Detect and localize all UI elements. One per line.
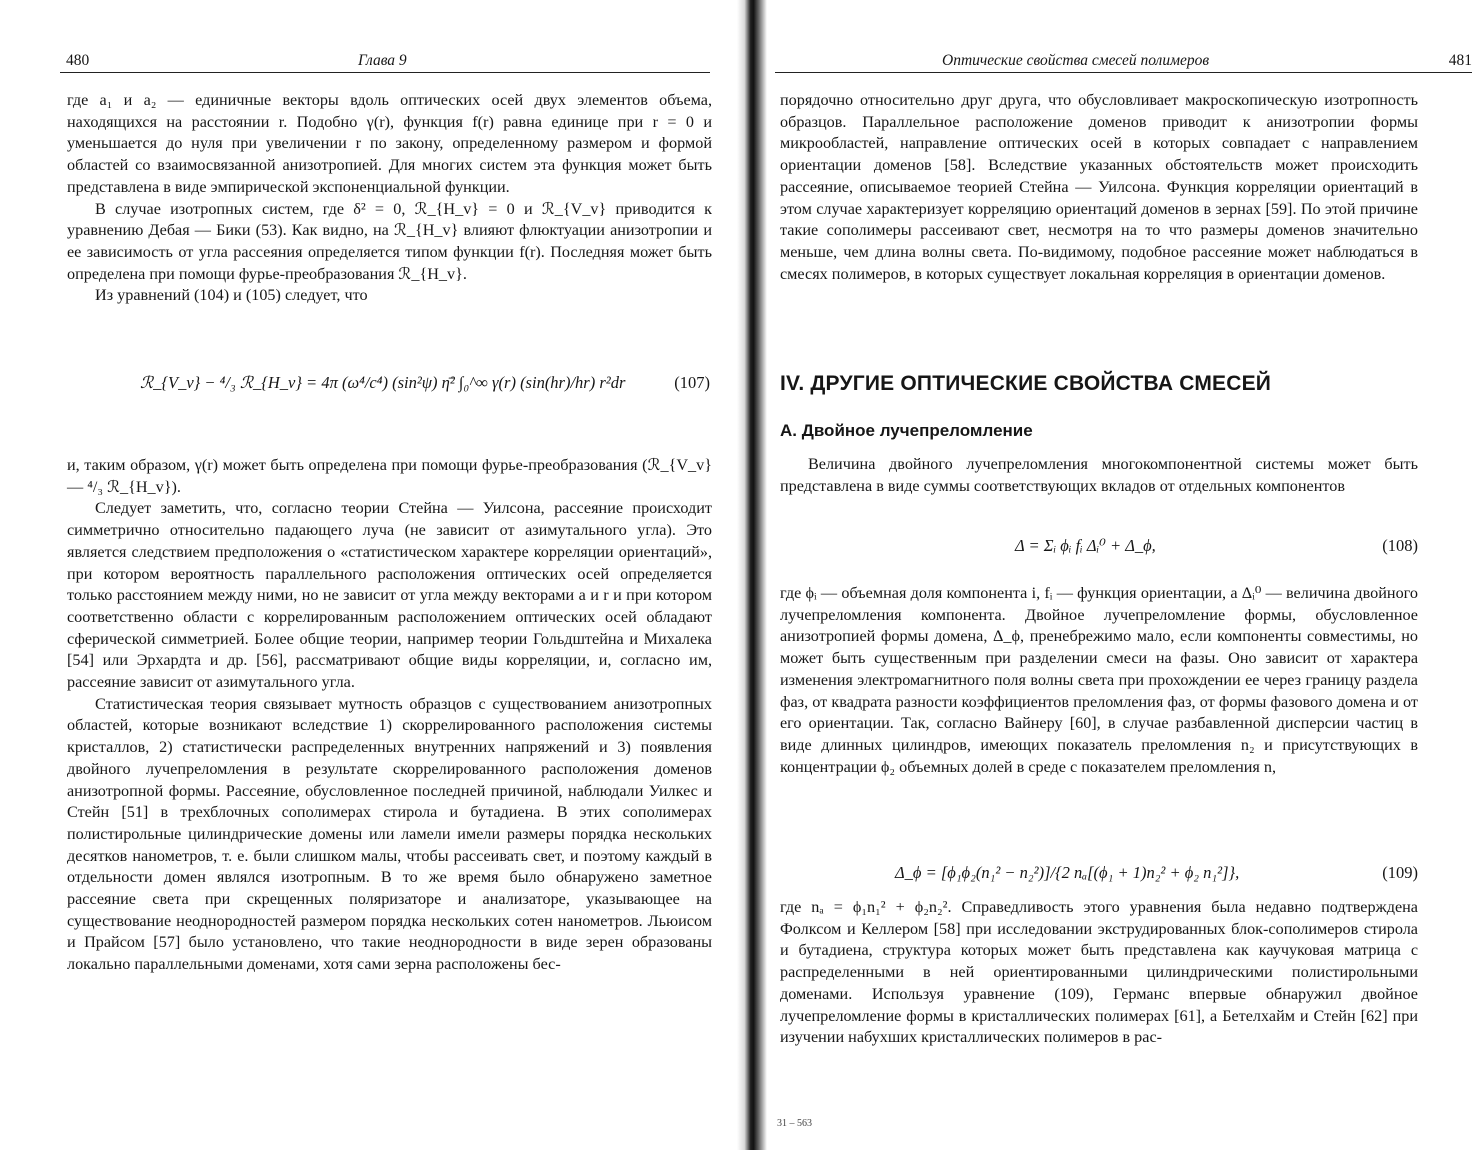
- equation-number: (108): [1382, 536, 1418, 555]
- right-page-header: [775, 50, 1472, 73]
- subsection-heading: А. Двойное лучепреломление: [780, 421, 1033, 440]
- subsection-heading-block: [780, 420, 1418, 442]
- section-heading-block: [780, 373, 1418, 395]
- page-number: 481: [1448, 52, 1472, 69]
- equation-body: Δ = Σᵢ ϕᵢ fᵢ Δᵢ⁰ + Δ_ϕ,: [1015, 536, 1156, 555]
- equation-number: (109): [1382, 863, 1418, 882]
- section-heading: IV. ДРУГИЕ ОПТИЧЕСКИЕ СВОЙСТВА СМЕСЕЙ: [780, 372, 1272, 395]
- paragraph: В случае изотропных систем, где δ² = 0, ℛ_{H_v} = 0 и ℛ_{V_v} приводится к уравнению Дебая — Бики (53). Как видно, на ℛ_{H_v} влияют флюктуации анизотропии и ее зависимость от угла рассеяния определяется типом функции f(r). Последняя может быть определена при помощи фурье-преобразования ℛ_{H_v}.: [67, 199, 712, 283]
- left-text-top: [67, 90, 712, 307]
- left-page-header: [60, 50, 710, 73]
- equation-107: [140, 372, 710, 394]
- left-text-bottom: [67, 455, 712, 976]
- paragraph: где a₁ и a₂ — единичные векторы вдоль оптических осей двух элементов объема, находящихся на расстоянии r. Подобно γ(r), функция f(r) равна единице при r = 0 и уменьшается до нуля при увеличении r по закону, определенному размером и формой областей со взаимосвязанной анизотропией. Для многих систем эта функция может быть представлена в виде эмпирической экспоненциальной функции.: [67, 91, 712, 196]
- right-text-top: [780, 90, 1418, 285]
- right-text-middle: [780, 583, 1418, 778]
- equation-body: Δ_ϕ = [ϕ₁ϕ₂(n₁² − n₂²)]/{2 nₐ[(ϕ₁ + 1)n₂² + ϕ₂ n₁²]},: [895, 863, 1240, 882]
- running-head: Глава 9: [358, 52, 407, 69]
- paragraph: Величина двойного лучепреломления многокомпонентной системы может быть представлена в виде суммы соответствующих вкладов от отдельных компонентов: [780, 455, 1418, 495]
- paragraph: Из уравнений (104) и (105) следует, что: [95, 286, 368, 305]
- paragraph: порядочно относительно друг друга, что обусловливает макроскопическую изотропность образцов. Параллельное расположение доменов приводит к анизотропии формы микрообластей, направление оптических осей в которых совпадает с направлением ориентации доменов [58]. Вследствие указанных обстоятельств может происходить рассеяние, описываемое теорией Стейна — Уилсона. Функция корреляции ориентаций в этом случае характеризует корреляцию ориентаций доменов в зернах [59]. По этой причине такие сополимеры рассеивают свет, несмотря на то что размеры доменов значительно меньше, чем длина волны света. По-видимому, подобное рассеяние может наблюдаться в смесях полимеров, в которых существует локальная корреляция в ориентации доменов.: [780, 91, 1418, 283]
- right-text-bottom: [780, 897, 1418, 1049]
- paragraph: где ϕᵢ — объемная доля компонента i, fᵢ — функция ориентации, а Δᵢ⁰ — величина двойного лучепреломления компонента. Двойное лучепреломление формы, обусловленное анизотропией формы домена, Δ_ϕ, пренебрежимо мало, если компоненты совместимы, но может быть существенным при разделении смеси на фазы. Оно зависит от характера изменения электромагнитного поля волны света при прохождении ее через границу раздела фаз, от квадрата разности коэффициентов преломления фаз, от формы фазового домена и от его ориентации. Так, согласно Вайнеру [60], в случае разбавленной дисперсии частиц в виде длинных цилиндров, имеющих показатель преломления n₂ и присутствующих в концентрации ϕ₂ объемных долей в среде с показателем преломления n,: [780, 584, 1418, 776]
- paragraph: где nₐ = ϕ₁n₁² + ϕ₂n₂². Справедливость этого уравнения была недавно подтверждена Фолксом и Келлером [58] при исследовании экструдированных блок-сополимеров стирола и бутадиена, структура которых может быть представлена как каучуковая матрица с распределенными в ней ориентированными цилиндрическими полистирольными доменами. Используя уравнение (109), Германс впервые обнаружил двойное лучепреломление формы в кристаллических полимерах [61], а Бетелхайм и Стейн [62] при изучении набухших кристаллических полимеров в рас-: [780, 898, 1418, 1047]
- equation-108: [1015, 535, 1418, 557]
- right-page: [755, 0, 1472, 1150]
- right-text-intro: [780, 454, 1418, 497]
- equation-109: [895, 862, 1418, 884]
- equation-number: (107): [674, 373, 710, 392]
- running-head: Оптические свойства смесей полимеров: [942, 52, 1210, 69]
- paragraph: Статистическая теория связывает мутность образцов с существованием анизотропных областей, которые возникают вследствие 1) скоррелированного расположения системы кристаллов, 2) статистически распределенных внутренних напряжений и 3) появления двойного лучепреломления в результате скоррелированного расположения доменов анизотропной формы. Рассеяние, обусловленное последней причиной, наблюдали Уилкес и Стейн [51] в трехблочных сополимерах стирола и бутадиена. В этих сополимерах полистирольные цилиндрические домены или ламели имели размеры порядка нескольких десятков нанометров, т. е. были слишком малы, чтобы рассеивать свет, и поэтому каждый в отдельности домен являлся изотропным. В то же время было обнаружено заметное рассеяние света при скрещенных поляризаторе и анализаторе, указывающее на существование неоднородностей размером порядка нескольких сотен нанометров. Льюисом и Прайсом [57] было установлено, что такие неоднородности в виде зерен образованы локально параллельными доменами, хотя сами зерна расположены бес-: [67, 694, 712, 974]
- equation-body: ℛ_{V_v} − ⁴/₃ ℛ_{H_v} = 4π (ω⁴/c⁴) (sin²ψ) η̄² ∫₀^∞ γ(r) (sin(hr)/hr) r²dr: [140, 373, 626, 392]
- left-page: [0, 0, 730, 1150]
- paragraph: Следует заметить, что, согласно теории Стейна — Уилсона, рассеяние происходит симметрично относительно падающего луча (не зависит от азимутального угла). Это является следствием предположения о «статистическом характере корреляции ориентаций», при котором вероятность параллельного расположения оптических осей определяется только расстоянием между ними, но не зависит от угла между векторами a и r и при котором соответственно области с коррелированным расположением оптических осей обладают сферической симметрией. Более общие теории, например теории Гольдштейна и Михалека [54] или Эрхардта и др. [56], рассматривают общие виды корреляции, и, согласно им, рассеяние зависит от азимутального угла.: [67, 499, 712, 692]
- signature-mark: 31 – 563: [777, 1118, 812, 1129]
- paragraph: и, таким образом, γ(r) может быть определена при помощи фурье-преобразования (ℛ_{V_v} — ⁴/₃ ℛ_{H_v}).: [67, 456, 712, 496]
- page-number: 480: [66, 52, 90, 69]
